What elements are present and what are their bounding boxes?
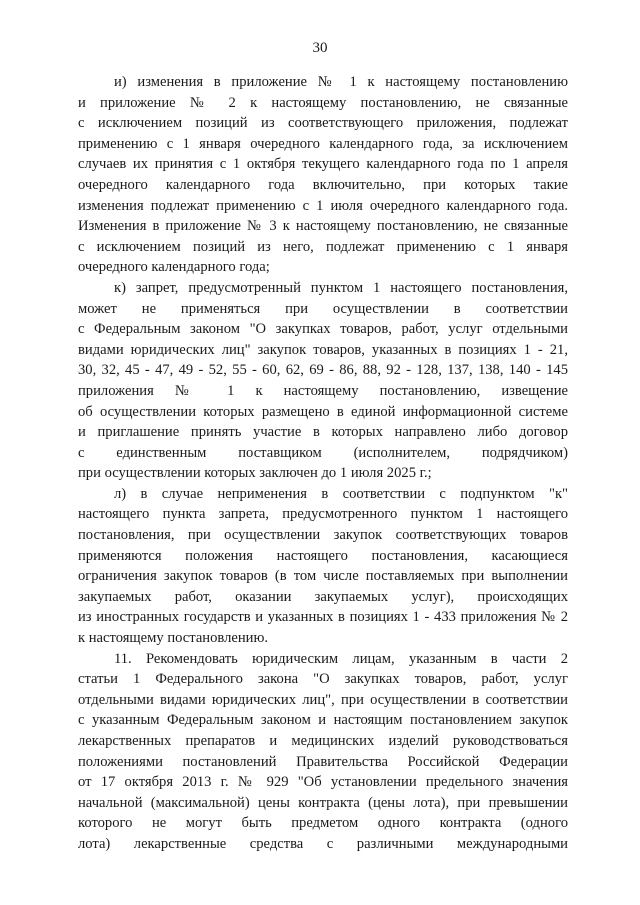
text-line: к настоящему постановлению. (78, 630, 269, 647)
text-line: закупаемых работ, оказании закупаемых услуг), происходящих (78, 588, 568, 605)
document-body (78, 72, 568, 855)
text-line: очередного календарного года; (78, 259, 270, 276)
text-line: изменения подлежат применению с 1 июля очередного календарного года. (78, 197, 568, 214)
text-line: от 17 октября 2013 г. № 929 "Об установлении предельного значения (78, 774, 568, 791)
text-line: с единственным поставщиком (исполнителем, подрядчиком) (78, 444, 568, 461)
text-line: случаев их принятия с 1 октября текущего календарного года по 1 апреля (78, 156, 568, 173)
text-line: постановления, при осуществлении закупок соответствующих товаров (78, 527, 568, 544)
text-line: ограничения закупок товаров (в том числе поставляемых при выполнении (78, 568, 568, 585)
text-line: положениями постановлений Правительства Российской Федерации (78, 753, 568, 770)
text-line: применяются положения настоящего постановления, касающиеся (78, 547, 568, 564)
text-line: лота) лекарственные средства с различными международными (78, 835, 568, 852)
text-line: применению с 1 января очередного календарного года, за исключением (78, 135, 568, 152)
text-line: об осуществлении которых размещено в единой информационной системе (78, 403, 568, 420)
text-line: очередного календарного года включительно, при которых такие (78, 176, 568, 193)
text-line: с исключением позиций из соответствующего приложения, подлежат (78, 115, 568, 132)
text-line: и приглашение принять участие в которых направлено либо договор (78, 424, 568, 441)
text-line: видами юридических лиц" закупок товаров, указанных в позициях 1 - 21, (78, 341, 568, 358)
text-line: 11. Рекомендовать юридическим лицам, указанным в части 2 (114, 650, 568, 667)
text-line: при осуществлении которых заключен до 1 июля 2025 г.; (78, 465, 432, 482)
text-line: настоящего пункта запрета, предусмотренного пунктом 1 настоящего (78, 506, 568, 523)
page-number: 30 (312, 40, 328, 56)
text-line: л) в случае неприменения в соответствии с подпунктом "к" (114, 485, 568, 502)
text-line: и) изменения в приложение № 1 к настоящему постановлению (114, 74, 568, 90)
text-line: приложения № 1 к настоящему постановлению, извещение (78, 382, 568, 399)
text-line: 30, 32, 45 - 47, 49 - 52, 55 - 60, 62, 69 - 86, 88, 92 - 128, 137, 138, 140 - 145 (78, 362, 568, 379)
text-line: лекарственных препаратов и медицинских изделий руководствоваться (78, 733, 568, 749)
text-line: с Федеральным законом "О закупках товаров, работ, услуг отдельными (78, 321, 568, 338)
text-line: из иностранных государств и указанных в позициях 1 - 433 приложения № 2 (78, 609, 568, 626)
text-line: и приложение № 2 к настоящему постановлению, не связанные (78, 94, 568, 111)
text-line: с исключением позиций из него, подлежат применению с 1 января (78, 238, 568, 255)
text-line: Изменения в приложение № 3 к настоящему постановлению, не связанные (78, 218, 568, 235)
text-line: которого не могут быть предметом одного контракта (одного (78, 815, 568, 832)
text-line: начальной (максимальной) цены контракта (цены лота), при превышении (78, 794, 568, 811)
text-line: к) запрет, предусмотренный пунктом 1 настоящего постановления, (114, 279, 568, 296)
text-line: может не применяться при осуществлении в соответствии (78, 300, 568, 317)
text-line: статьи 1 Федерального закона "О закупках товаров, работ, услуг (78, 671, 568, 688)
text-line: отдельными видами юридических лиц", при осуществлении в соответствии (78, 691, 568, 708)
text-line: с указанным Федеральным законом и настоящим постановлением закупок (78, 712, 568, 729)
